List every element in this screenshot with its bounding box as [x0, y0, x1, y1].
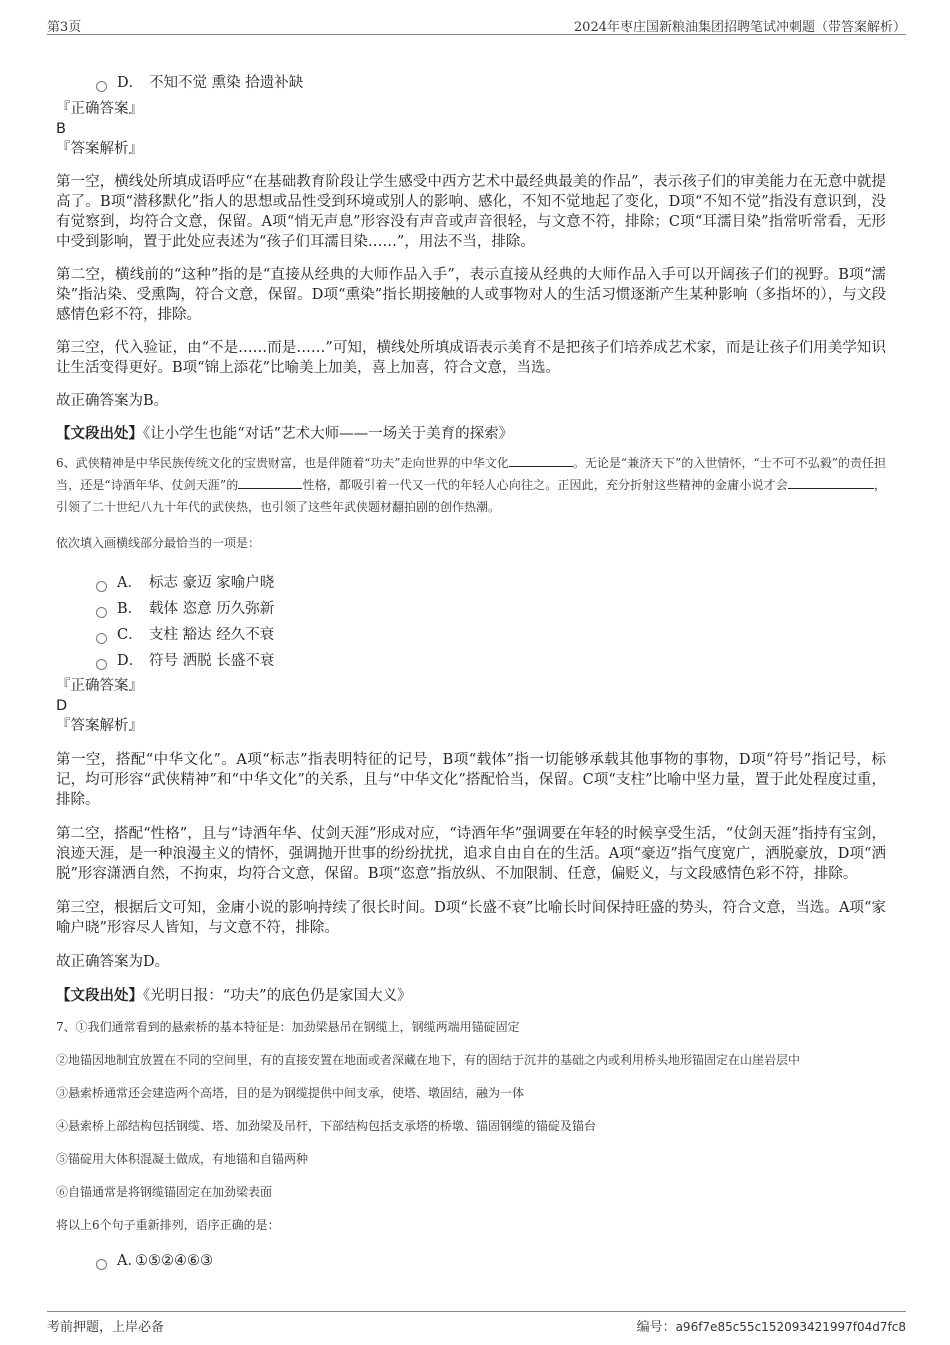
- q7-sentence-5: ⑤锚碇用大体积混凝土做成，有地锚和自锚两种: [56, 1152, 309, 1166]
- q6-option-d[interactable]: D． 符号 洒脱 长盛不衰: [96, 648, 886, 674]
- q6-answer: D: [56, 698, 68, 714]
- page-header: [47, 14, 906, 35]
- q5-source: 【文段出处】《让小学生也能“对话”艺术大师——一场关于美育的探索》: [56, 425, 514, 442]
- blank-1: [509, 454, 573, 467]
- q6-conclusion: 故正确答案为D。: [56, 954, 170, 970]
- q5-option-d[interactable]: D． 不知不觉 熏染 拾遗补缺: [96, 70, 886, 96]
- q6-analysis-para3: 第三空，根据后文可知，金庸小说的影响持续了很长时间。D项“长盛不衰”比喻长时间保持旺盛的势头，符合文意，当选。A项“家喻户晓”形容尽人皆知，与文意不符，排除。: [56, 900, 886, 936]
- q7-sentence-2: ②地锚因地制宜放置在不同的空间里，有的直接安置在地面或者深藏在地下，有的固结于沉井的基础之内或利用桥头地形锚固定在山崖岩层中: [56, 1053, 801, 1067]
- radio-icon[interactable]: [96, 633, 107, 644]
- q6-option-c[interactable]: C． 支柱 豁达 经久不衰: [96, 622, 886, 648]
- q6-source: 【文段出处】《光明日报：“功夫”的底色仍是家国大义》: [56, 987, 412, 1004]
- q6-option-a[interactable]: A． 标志 豪迈 家喻户晓: [96, 570, 886, 596]
- q6-stem: 6、武侠精神是中华民族传统文化的宝贵财富，也是伴随着“功夫”走向世界的中华文化 。无论是“兼济天下”的入世情怀，“士不可不弘毅”的责任担当，还是“诗酒年华、仗剑天涯”的 性格，都吸引着一代又一代的年轻人心向往之。正因此，充分折射这些精神的金庸小说才会 ，引领了二十世纪八九十年代的武侠热，也引领了这些年武侠题材翻拍剧的创作热潮。: [56, 456, 886, 514]
- radio-icon[interactable]: [96, 1259, 107, 1270]
- q6-analysis-label: 『答案解析』: [56, 718, 143, 734]
- q5-answer: B: [56, 121, 66, 137]
- blank-2: [238, 476, 302, 489]
- q7-sentence-4: ④悬索桥上部结构包括钢缆、塔、加劲梁及吊杆，下部结构包括支承塔的桥墩、锚固钢缆的锚碇及锚台: [56, 1119, 597, 1133]
- q6-answer-label: 『正确答案』: [56, 678, 143, 694]
- q6-prompt: 依次填入画横线部分最恰当的一项是：: [56, 536, 261, 550]
- footer-slogan: 考前押题，上岸必备: [47, 1320, 165, 1335]
- q7-sentence-6: ⑥自锚通常是将钢缆锚固定在加劲梁表面: [56, 1185, 273, 1199]
- blank-3: [788, 476, 874, 489]
- main-content: [56, 70, 886, 1274]
- q5-answer-label: 『正确答案』: [56, 101, 143, 117]
- radio-icon[interactable]: [96, 81, 107, 92]
- q5-analysis-para1: 第一空，横线处所填成语呼应“在基础教育阶段让学生感受中西方艺术中最经典最美的作品”，表示孩子们的审美能力在无意中就提高了。B项“潜移默化”指人的思想或品性受到环境或别人的影响、感化，不知不觉地起了变化，D项“不知不觉”指没有意识到，没有觉察到，均符合文意，保留。A项“悄无声息”形容没有声音或声音很轻，与文意不符，排除；C项“耳濡目染”指常听常看，无形中受到影响，置于此处应表述为“孩子们耳濡目染……”，用法不当，排除。: [56, 174, 886, 250]
- document-title: 2024年枣庄国新粮油集团招聘笔试冲刺题（带答案解析）: [573, 20, 906, 35]
- q6-option-b[interactable]: B． 载体 恣意 历久弥新: [96, 596, 886, 622]
- q5-analysis-para3: 第三空，代入验证，由“不是……而是……”可知，横线处所填成语表示美育不是把孩子们培养成艺术家，而是让孩子们用美学知识让生活变得更好。B项“锦上添花”比喻美上加美，喜上加喜，符合文意，当选。: [56, 340, 886, 376]
- radio-icon[interactable]: [96, 581, 107, 592]
- q6-analysis-para2: 第二空，搭配“性格”，且与“诗酒年华、仗剑天涯”形成对应，“诗酒年华”强调要在年轻的时候享受生活，“仗剑天涯”指持有宝剑，浪迹天涯，是一种浪漫主义的情怀，强调抛开世事的纷纷扰扰，追求自由自在的生活。A项“豪迈”指气度宽广，洒脱豪放，D项“洒脱”形容潇洒自然，不拘束，均符合文意，保留。B项“恣意”指放纵、不加限制、任意，偏贬义，与文段感情色彩不符，排除。: [56, 826, 886, 882]
- page-footer: [47, 1311, 906, 1334]
- q5-analysis-label: 『答案解析』: [56, 141, 143, 157]
- q7-option-a[interactable]: A．①⑤②④⑥③: [96, 1248, 886, 1274]
- q7-sentence-3: ③悬索桥通常还会建造两个高塔，目的是为钢缆提供中间支承，使塔、墩固结，融为一体: [56, 1086, 525, 1100]
- page-number: 第3页: [47, 20, 82, 35]
- q6-analysis-para1: 第一空，搭配“中华文化”。A项“标志”指表明特征的记号，B项“载体”指一切能够承载其他事物的事物，D项“符号”指记号，标记，均可形容“武侠精神”和“中华文化”的关系，且与“中华文化”搭配恰当，保留。C项“支柱”比喻中坚力量，置于此处程度过重，排除。: [56, 752, 886, 808]
- radio-icon[interactable]: [96, 607, 107, 618]
- document-code: 编号：a96f7e85c55c152093421997f04d7fc8: [636, 1320, 906, 1335]
- radio-icon[interactable]: [96, 659, 107, 670]
- q5-conclusion: 故正确答案为B。: [56, 393, 169, 409]
- q7-prompt: 将以上6个句子重新排列，语序正确的是：: [56, 1218, 280, 1232]
- q6-options: [56, 570, 886, 674]
- q7-sentence-1: 7、①我们通常看到的悬索桥的基本特征是：加劲梁悬吊在钢缆上，钢缆两端用锚碇固定: [56, 1020, 520, 1034]
- q5-analysis-para2: 第二空，横线前的“这种”指的是“直接从经典的大师作品入手”，表示直接从经典的大师作品入手可以开阔孩子们的视野。B项“濡染”指沾染、受熏陶，符合文意，保留。D项“熏染”指长期接触的人或事物对人的生活习惯逐渐产生某种影响（多指坏的），与文段感情色彩不符，排除。: [56, 267, 886, 323]
